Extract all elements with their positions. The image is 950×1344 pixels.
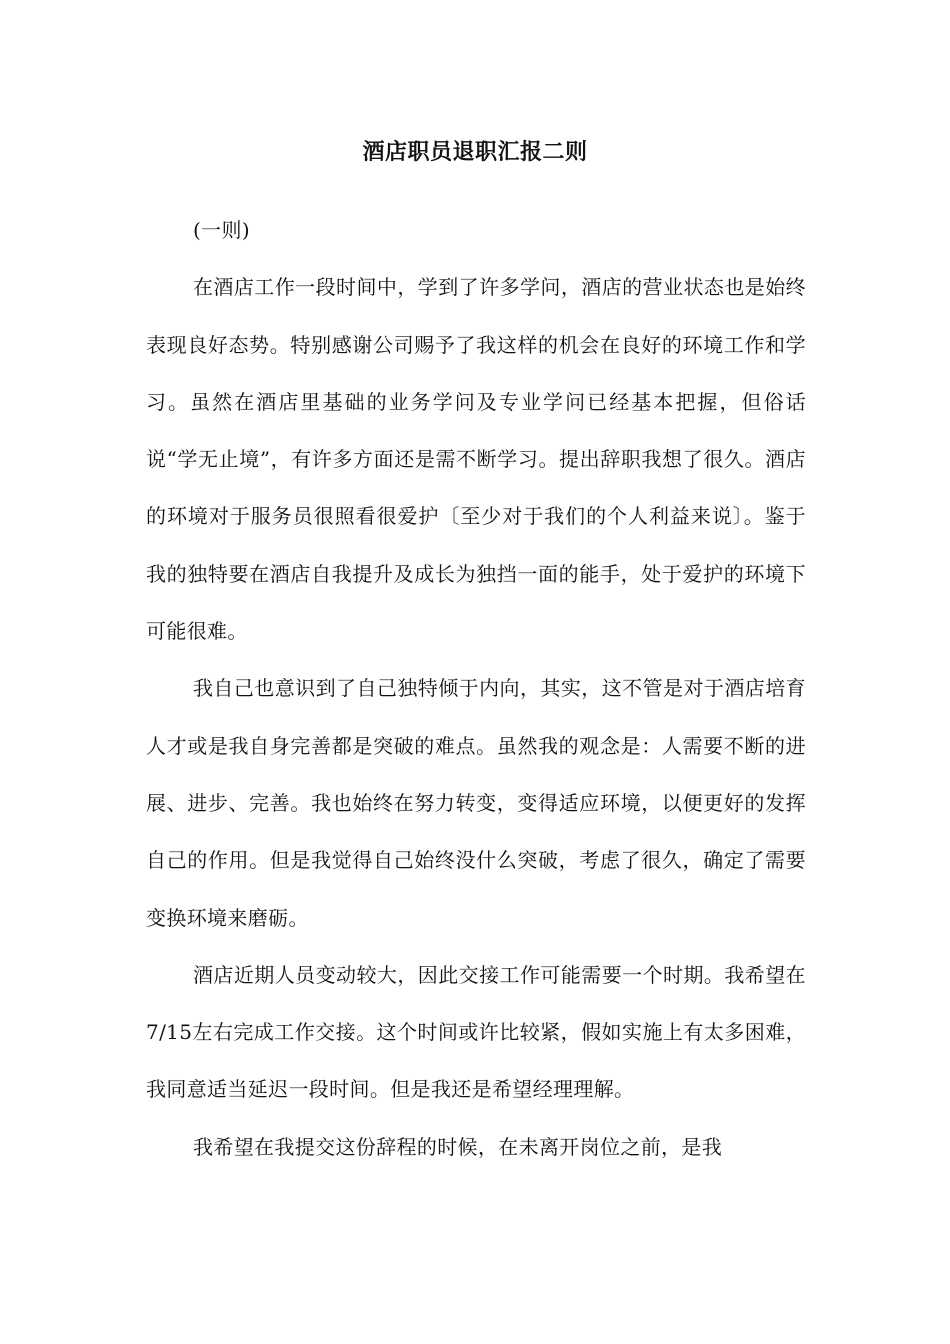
paragraph-1: 在酒店工作一段时间中，学到了许多学问，酒店的营业状态也是始终表现良好态势。特别感谢公司赐予了我这样的机会在良好的环境工作和学习。虽然在酒店里基础的业务学问及专业学问已经基本把握，但俗话说“学无止境”，有许多方面还是需不断学习。提出辞职我想了很久。酒店的环境对于服务员很照看很爱护〔至少对于我们的个人利益来说〕。鉴于我的独特要在酒店自我提升及成长为独挡一面的能手，处于爱护的环境下可能很难。 [146, 275, 806, 644]
paragraph-3: 酒店近期人员变动较大，因此交接工作可能需要一个时期。我希望在7/15左右完成工作交接。这个时间或许比较紧，假如实施上有太多困难，我同意适当延迟一段时间。但是我还是希望经理理解。 [146, 962, 806, 1102]
paragraph-section-label: (一则) [193, 218, 251, 242]
document-body [146, 202, 806, 1176]
paragraph-4: 我希望在我提交这份辞程的时候，在未离开岗位之前，是我 [193, 1134, 723, 1159]
paragraph-2: 我自己也意识到了自己独特倾于内向，其实，这不管是对于酒店培育人才或是我自身完善都是突破的难点。虽然我的观念是：人需要不断的进展、进步、完善。我也始终在努力转变，变得适应环境，以便更好的发挥自己的作用。但是我觉得自己始终没什么突破，考虑了很久，确定了需要变换环境来磨砺。 [146, 676, 806, 930]
document-title: 酒店职员退职汇报二则 [362, 139, 588, 165]
